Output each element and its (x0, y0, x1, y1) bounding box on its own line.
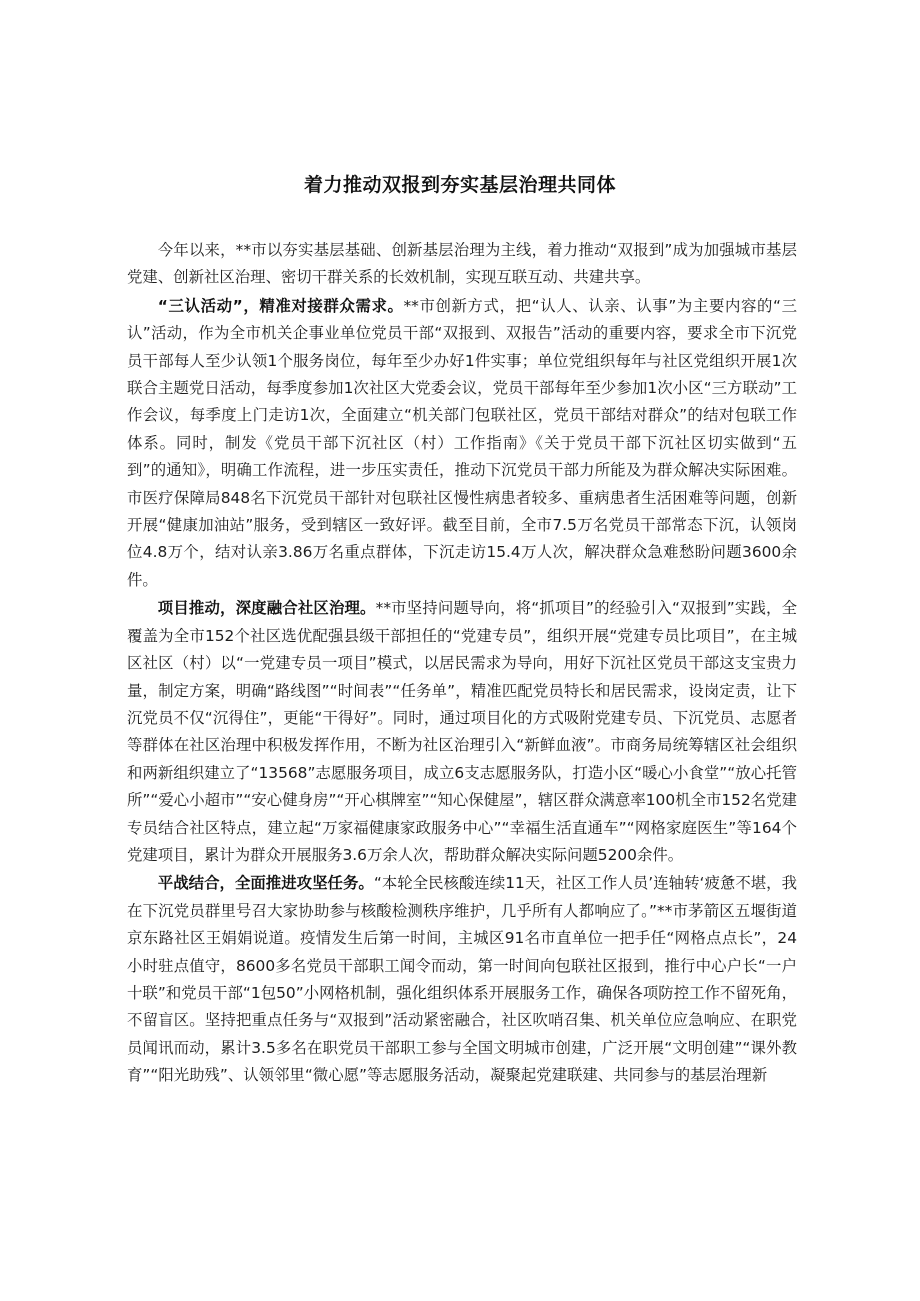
paragraph-project-driven (127, 595, 797, 869)
document-body (127, 237, 797, 1090)
paragraph-text: “本轮全民核酸连续11天，社区工作人员’连轴转‘疲惫不堪，我在下沉党员群里号召大家协助参与核酸检测秩序维护，几乎所有人都响应了。”**市茅箭区五堰街道京东路社区王娟娟说道。疫情发生后第一时间，主城区91名市直单位一把手任“网格点点长”，24小时驻点值守，8600多名党员干部职工闻令而动，第一时间向包联社区报到，推行中心户长“一户十联”和党员干部“1包50”小网格机制，强化组织体系开展服务工作，确保各项防控工作不留死角，不留盲区。坚持把重点任务与“双报到”活动紧密融合，社区吹哨召集、机关单位应急响应、在职党员闻讯而动，累计3.5多名在职党员干部职工参与全国文明城市创建，广泛开展“文明创建”“课外教育”“阳光助残”、认领邻里“微心愿”等志愿服务活动，凝聚起党建联建、共同参与的基层治理新 (127, 874, 797, 1085)
paragraph-peace-war-combined (127, 870, 797, 1089)
paragraph-text: **市创新方式，把“认人、认亲、认事”为主要内容的“三认”活动，作为全市机关企事业单位党员干部“双报到、双报告”活动的重要内容，要求全市下沉党员干部每人至少认领1个服务岗位，每年至少办好1件实事；单位党组织每年与社区党组织开展1次联合主题党日活动，每季度参加1次社区大党委会议，党员干部每年至少参加1次小区“三方联动”工作会议，每季度上门走访1次，全面建立“机关部门包联社区，党员干部结对群众”的结对包联工作体系。同时，制发《党员干部下沉社区（村）工作指南》《关于党员干部下沉社区切实做到“五到”的通知》，明确工作流程，进一步压实责任，推动下沉党员干部力所能及为群众解决实际困难。市医疗保障局848名下沉党员干部针对包联社区慢性病患者较多、重病患者生活困难等问题，创新开展“健康加油站”服务，受到辖区一致好评。截至目前，全市7.5万名党员干部常态下沉，认领岗位4.8万个，结对认亲3.86万名重点群体，下沉走访15.4万人次，解决群众急难愁盼问题3600余件。 (127, 296, 797, 589)
paragraph-intro (127, 237, 797, 292)
paragraph-text: **市坚持问题导向，将“抓项目”的经验引入“双报到”实践，全覆盖为全市152个社区选优配强县级干部担任的“党建专员”，组织开展“党建专员比项目”，在主城区社区（村）以“一党建专员一项目”模式，以居民需求为导向，用好下沉社区党员干部这支宝贵力量，制定方案，明确“路线图”“时间表”“任务单”，精准匹配党员特长和居民需求，设岗定责，让下沉党员不仅“沉得住”，更能“干得好”。同时，通过项目化的方式吸附党建专员、下沉党员、志愿者等群体在社区治理中积极发挥作用，不断为社区治理引入“新鲜血液”。市商务局统筹辖区社会组织和两新组织建立了“13568”志愿服务项目，成立6支志愿服务队，打造小区“暖心小食堂”“放心托管所”“爱心小超市”“安心健身房”“开心棋牌室”“知心保健屋”，辖区群众满意率100机全市152名党建专员结合社区特点，建立起“万家福健康家政服务中心”“幸福生活直通车”“网格家庭医生”等164个党建项目，累计为群众开展服务3.6万余人次，帮助群众解决实际问题5200余件。 (127, 599, 797, 864)
paragraph-three-recognitions (127, 293, 797, 594)
paragraph-lead-heading: “三认活动”，精准对接群众需求。 (157, 296, 404, 315)
paragraph-lead-heading: 平战结合，全面推进攻坚任务。 (157, 874, 374, 893)
document-title: 着力推动双报到夯实基层治理共同体 (303, 174, 616, 196)
paragraph-lead-heading: 项目推动，深度融合社区治理。 (157, 599, 376, 618)
paragraph-text: 今年以来，**市以夯实基层基础、创新基层治理为主线，着力推动“双报到”成为加强城市基层党建、创新社区治理、密切干群关系的长效机制，实现互联互动、共建共享。 (127, 241, 797, 287)
